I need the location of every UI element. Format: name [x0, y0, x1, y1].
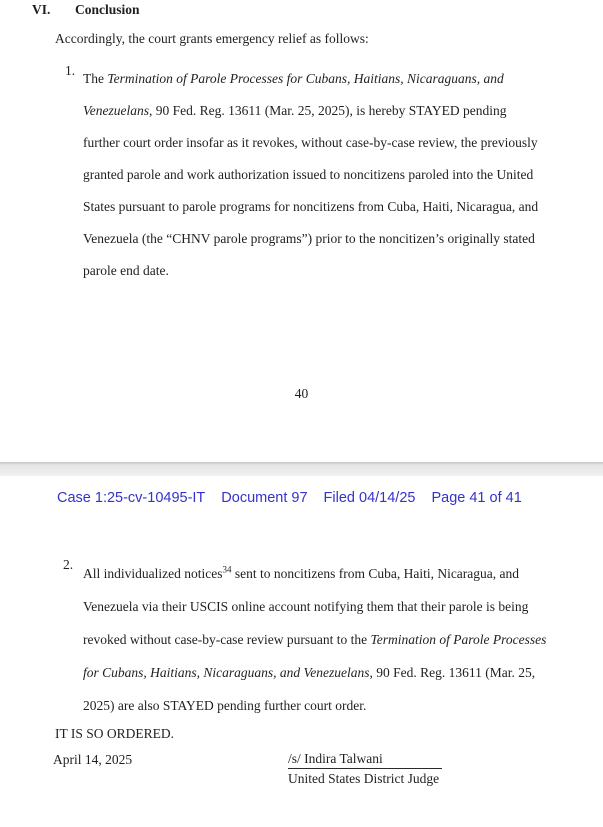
- signature-title: United States District Judge: [288, 771, 440, 786]
- ecf-stamp-header: [57, 490, 522, 506]
- stamp-document-number: Document 97: [221, 490, 308, 506]
- list-item-number-2: 2.: [63, 557, 74, 572]
- section-heading-number: VI.: [32, 2, 51, 17]
- document-text-line: Venezuela via their USCIS online account notifying them that their parole is being: [83, 599, 529, 614]
- signature-line: /s/ Indira Talwani: [288, 751, 442, 769]
- document-text-line: granted parole and work authorization issued to noncitizens paroled into the United: [83, 167, 534, 182]
- so-ordered-line: IT IS SO ORDERED.: [55, 726, 175, 741]
- order-date: April 14, 2025: [53, 752, 133, 767]
- document-text-line: All individualized notices$^{34}$ sent to noncitizens from Cuba, Haiti, Nicaragua, and: [83, 564, 520, 581]
- document-text-line: parole end date.: [83, 263, 169, 278]
- page-number-footer: 40: [294, 386, 309, 401]
- document-text-line: revoked without case-by-case review pursuant to the Termination of Parole Processes: [83, 632, 547, 647]
- list-item-1-text: [83, 63, 538, 287]
- section-heading-title: Conclusion: [75, 2, 140, 17]
- stamp-page-count: Page 41 of 41: [431, 490, 522, 506]
- document-text-line: The Termination of Parole Processes for Cubans, Haitians, Nicaraguans, and: [83, 71, 504, 86]
- signature-block: [288, 751, 442, 787]
- stamp-filed-date: Filed 04/14/25: [323, 490, 416, 506]
- document-text-line: for Cubans, Haitians, Nicaraguans, and Venezuelans, 90 Fed. Reg. 13611 (Mar. 25,: [83, 665, 536, 680]
- stamp-case-number: Case 1:25-cv-10495-IT: [57, 490, 206, 506]
- list-item-2-text: [83, 557, 546, 722]
- document-text-line: further court order insofar as it revokes, without case-by-case review, the previously: [83, 135, 538, 150]
- intro-paragraph: Accordingly, the court grants emergency relief as follows:: [55, 31, 369, 46]
- document-text-line: States pursuant to parole programs for noncitizens from Cuba, Haiti, Nicaragua, and: [83, 199, 539, 214]
- document-text-line: Venezuela (the “CHNV parole programs”) prior to the noncitizen’s originally stated: [83, 231, 535, 246]
- page-separator: [0, 462, 603, 476]
- list-item-number-1: 1.: [65, 63, 76, 78]
- document-text-line: 2025) are also STAYED pending further court order.: [83, 698, 367, 713]
- document-text-line: Venezuelans, 90 Fed. Reg. 13611 (Mar. 25, 2025), is hereby STAYED pending: [83, 103, 507, 118]
